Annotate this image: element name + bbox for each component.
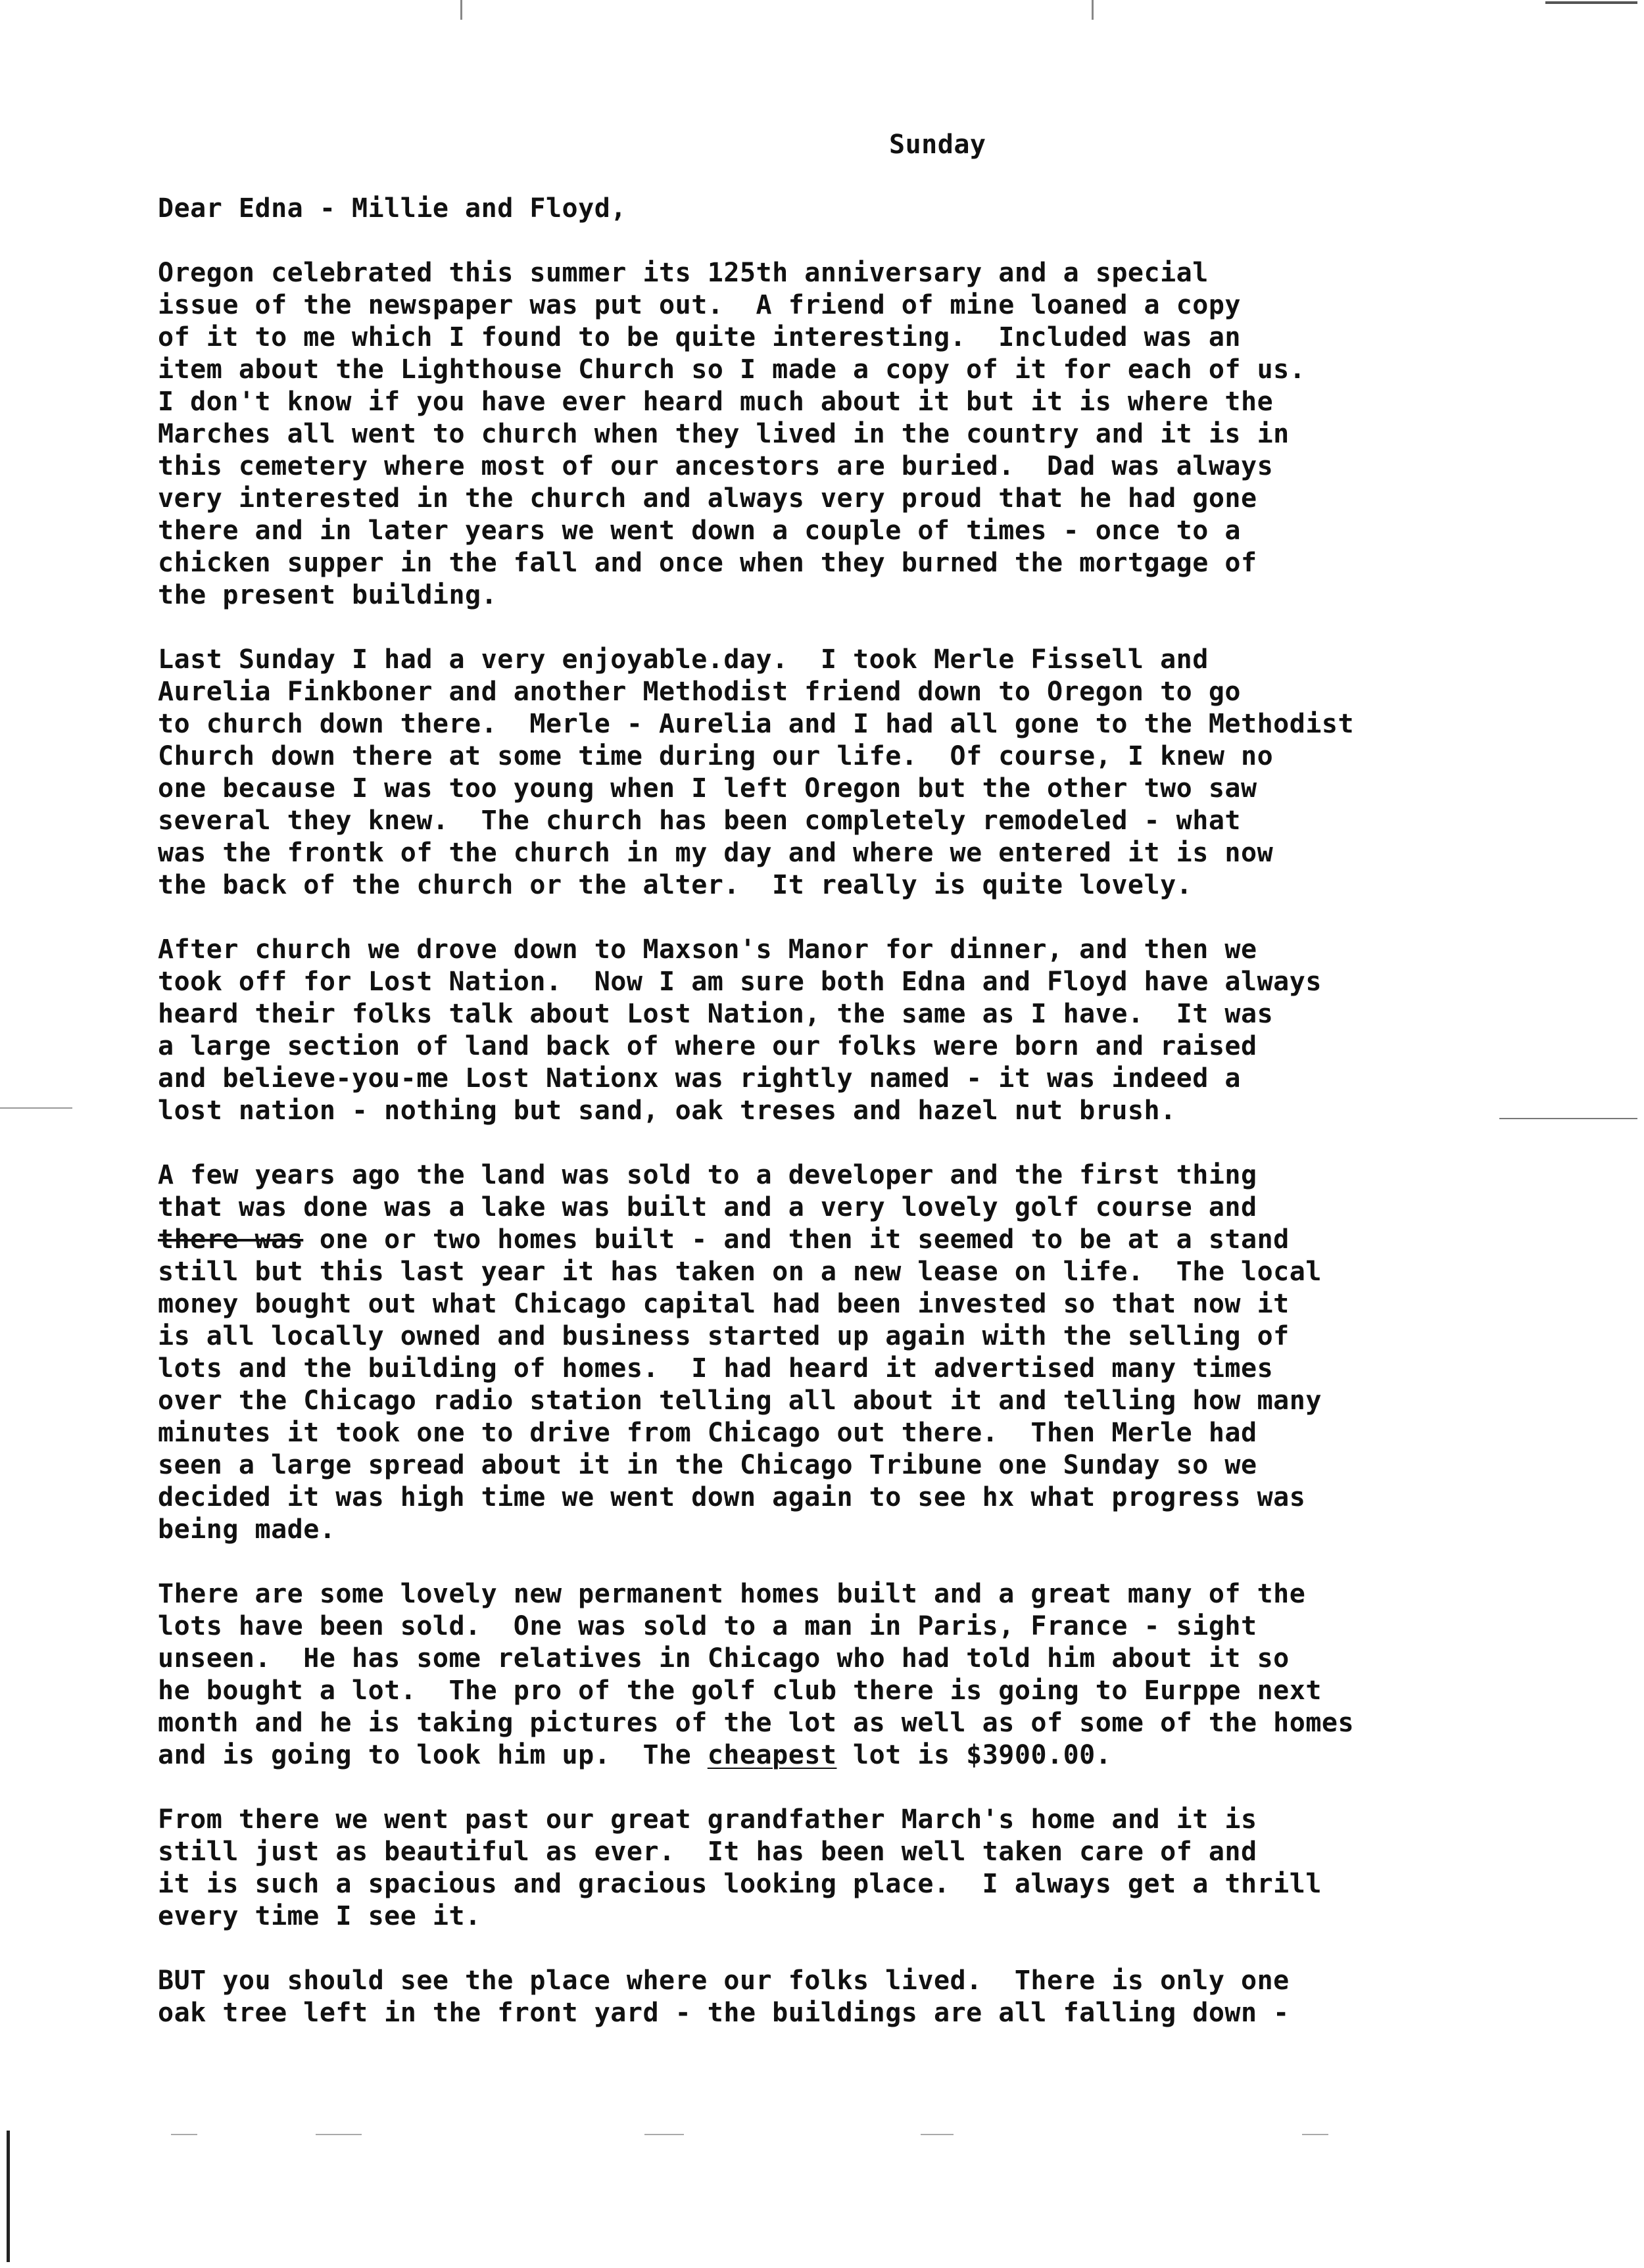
scan-artifact [1302, 2134, 1328, 2135]
letter-line: heard their folks talk about Lost Nation, the same as I have. It was [158, 999, 1274, 1029]
letter-line: From there we went past our great grandfather March's home and it is [158, 1804, 1257, 1835]
letter-line: every time I see it. [158, 1901, 481, 1931]
letter-line: Last Sunday I had a very enjoyable.day. I took Merle Fissell and [158, 644, 1209, 675]
letter-line: There are some lovely new permanent homes built and a great many of the [158, 1579, 1306, 1609]
letter-line: Oregon celebrated this summer its 125th anniversary and a special [158, 258, 1209, 288]
letter-line: month and he is taking pictures of the lot as well as of some of the homes [158, 1708, 1355, 1738]
letter-line: very interested in the church and always very proud that he had gone [158, 483, 1257, 514]
letter-paragraph [158, 934, 1631, 1127]
struck-text: there was [158, 1224, 304, 1255]
letter-line: there and in later years we went down a couple of times - once to a [158, 516, 1241, 546]
letter-line: took off for Lost Nation. Now I am sure both Edna and Floyd have always [158, 967, 1322, 997]
letter-line: being made. [158, 1514, 336, 1545]
letter-line: After church we drove down to Maxson's Manor for dinner, and then we [158, 934, 1257, 965]
letter-line: seen a large spread about it in the Chicago Tribune one Sunday so we [158, 1450, 1257, 1480]
letter-line: and is going to look him up. The cheapest lot is $3900.00. [158, 1740, 1112, 1770]
letter-line: money bought out what Chicago capital had been invested so that now it [158, 1289, 1290, 1319]
letter-line: is all locally owned and business started up again with the selling of [158, 1321, 1290, 1351]
letter-paragraph [158, 1159, 1631, 1546]
scan-artifact [1545, 1, 1637, 4]
letter-line: lost nation - nothing but sand, oak treses and hazel nut brush. [158, 1096, 1176, 1126]
letter-paragraph [158, 1804, 1631, 1933]
letter-paragraphs [158, 257, 1631, 2029]
letter-line: Marches all went to church when they lived in the country and it is in [158, 419, 1290, 449]
letter-paragraph [158, 1578, 1631, 1772]
letter-line: Church down there at some time during our life. Of course, I knew no [158, 741, 1274, 771]
letter-line: one because I was too young when I left Oregon but the other two saw [158, 773, 1257, 804]
scan-artifact [171, 2134, 197, 2135]
letter-line: unseen. He has some relatives in Chicago who had told him about it so [158, 1643, 1290, 1674]
letter-line: it is such a spacious and gracious looking place. I always get a thrill [158, 1869, 1322, 1899]
scan-artifact [460, 0, 462, 20]
letter-paragraph [158, 257, 1631, 612]
letter-paragraph [158, 1965, 1631, 2029]
scan-artifact [316, 2134, 362, 2135]
letter-line: A few years ago the land was sold to a developer and the first thing [158, 1160, 1257, 1190]
letter-line: oak tree left in the front yard - the buildings are all falling down - [158, 1998, 1290, 2028]
letter-line: several they knew. The church has been completely remodeled - what [158, 806, 1241, 836]
scan-artifact [1092, 0, 1094, 20]
letter-line: of it to me which I found to be quite interesting. Included was an [158, 322, 1241, 352]
letter-line: that was done was a lake was built and a very lovely golf course and [158, 1192, 1257, 1222]
letter-line: lots and the building of homes. I had heard it advertised many times [158, 1353, 1274, 1384]
scan-artifact [644, 2134, 684, 2135]
letter-line: the back of the church or the alter. It really is quite lovely. [158, 870, 1193, 900]
scan-artifact [921, 2134, 954, 2135]
letter-body [158, 129, 1631, 2062]
letter-line: lots have been sold. One was sold to a man in Paris, France - sight [158, 1611, 1257, 1641]
letter-date: Sunday [889, 130, 986, 160]
letter-line: minutes it took one to drive from Chicago out there. Then Merle had [158, 1418, 1257, 1448]
underlined-text: cheapest [707, 1740, 837, 1770]
letter-line: he bought a lot. The pro of the golf club there is going to Eurppe next [158, 1676, 1322, 1706]
letter-line: item about the Lighthouse Church so I made a copy of it for each of us. [158, 354, 1306, 385]
letter-line: still but this last year it has taken on a new lease on life. The local [158, 1257, 1322, 1287]
letter-line: still just as beautiful as ever. It has been well taken care of and [158, 1837, 1257, 1867]
letter-paragraph [158, 644, 1631, 902]
letter-line: to church down there. Merle - Aurelia and I had all gone to the Methodist [158, 709, 1355, 739]
scan-artifact [0, 1107, 72, 1109]
letter-line: decided it was high time we went down again to see hx what progress was [158, 1482, 1306, 1512]
letter-line: BUT you should see the place where our folks lived. There is only one [158, 1966, 1290, 1996]
letter-line: Aurelia Finkboner and another Methodist friend down to Oregon to go [158, 677, 1241, 707]
scan-artifact [7, 2131, 10, 2262]
letter-line: issue of the newspaper was put out. A friend of mine loaned a copy [158, 290, 1241, 320]
letter-line: this cemetery where most of our ancestors are buried. Dad was always [158, 451, 1274, 481]
letter-line: the present building. [158, 580, 498, 610]
letter-line: over the Chicago radio station telling all about it and telling how many [158, 1386, 1322, 1416]
letter-line: I don't know if you have ever heard much about it but it is where the [158, 387, 1274, 417]
letter-line: chicken supper in the fall and once when they burned the mortgage of [158, 548, 1257, 578]
letter-line: a large section of land back of where our folks were born and raised [158, 1031, 1257, 1061]
letter-line: and believe-you-me Lost Nationx was rightly named - it was indeed a [158, 1063, 1241, 1094]
letter-salutation: Dear Edna - Millie and Floyd, [158, 193, 627, 224]
letter-line: was the frontk of the church in my day and where we entered it is now [158, 838, 1274, 868]
letter-line: there was one or two homes built - and then it seemed to be at a stand [158, 1224, 1290, 1255]
